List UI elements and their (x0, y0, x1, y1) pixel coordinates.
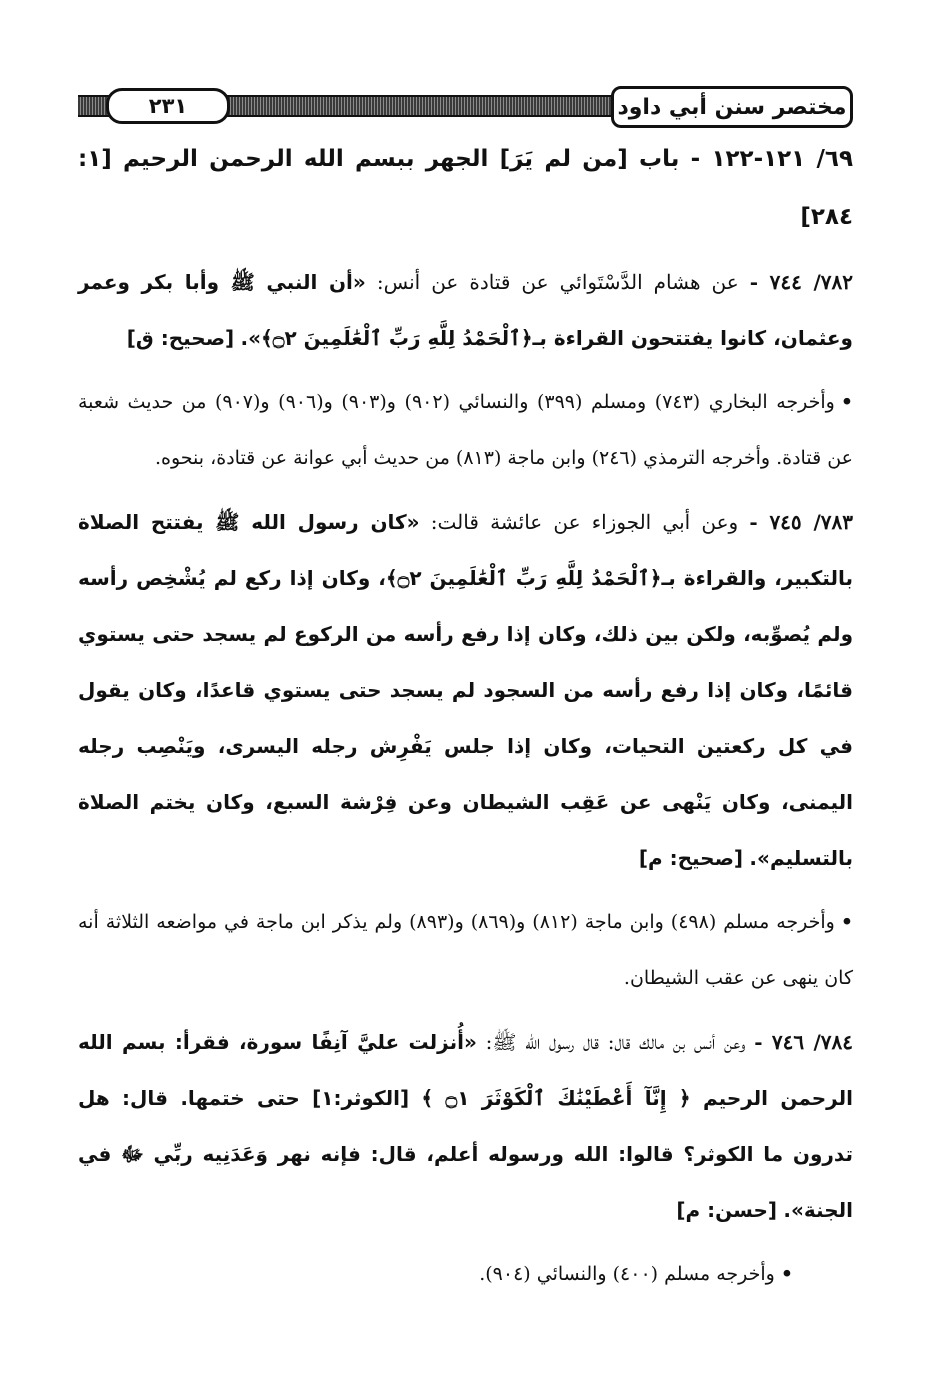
page-header (78, 92, 853, 122)
takhrij-note (78, 1246, 853, 1302)
book-title: مختصر سنن أبي داود (611, 86, 853, 128)
hadith-grade: [حسن: م] (676, 1198, 778, 1222)
page-body (78, 130, 853, 1302)
takhrij-text: وأخرجه البخاري (٧٤٣) ومسلم (٣٩٩) والنسائي (٩٠٢) و(٩٠٣) و(٩٠٦) و(٩٠٧) من حديث شعبة عن قتادة. وأخرجه الترمذي (٢٤٦) وابن ماجة (٨١٣) من حديث أبي عوانة عن قتادة، بنحوه. (78, 391, 853, 469)
hadith-isnad: وعن أبي الجوزاء عن عائشة قالت: (430, 510, 739, 534)
bullet-icon: • (840, 911, 853, 933)
bullet-icon: • (780, 1263, 793, 1285)
hadith-783 (78, 494, 853, 886)
page-number: ٢٣١ (106, 88, 230, 124)
hadith-matn: «أُنزلت عليَّ آنِفًا سورة، فقرأ: بسم الله الرحمن الرحيم ﴿ إِنَّآ أَعْطَيْنَٰكَ ٱلْكَوْثَرَ ۝١ ﴾ [الكوثر:١] حتى ختمها. قال: هل تدرون ما الكوثر؟ قالوا: الله ورسوله أعلم، قال: فإنه نهر وَعَدَنِيه ربِّي ﷻ في الجنة». (78, 1030, 853, 1222)
takhrij-note (78, 374, 853, 486)
hadith-number: ٧٨٢/ ٧٤٤ - (749, 270, 854, 294)
hadith-matn: «أن النبي ﷺ وأبا بكر وعمر وعثمان، كانوا يفتتحون القراءة بـ﴿ٱلْحَمْدُ لِلَّهِ رَبِّ ٱلْعَٰلَمِينَ ۝٢﴾». (78, 270, 853, 350)
takhrij-text: وأخرجه مسلم (٤٩٨) وابن ماجة (٨١٢) و(٨٦٩) و(٨٩٣) ولم يذكر ابن ماجة في مواضعه الثلاثة أنه كان ينهى عن عقب الشيطان. (78, 911, 853, 989)
hadith-grade: [صحيح: ق] (126, 326, 235, 350)
hadith-grade: [صحيح: م] (638, 846, 744, 870)
hadith-number: ٧٨٤/ ٧٤٦ - (754, 1030, 854, 1054)
hadith-isnad: وعن أنس بن مالك قال: قال رسول الله ﷺ: (485, 1030, 746, 1054)
chapter-title: ٦٩/ ١٢١-١٢٢ - باب [من لم يَرَ] الجهر ببسم الله الرحمن الرحيم [١: ٢٨٤] (78, 146, 853, 230)
hadith-782 (78, 254, 853, 366)
hadith-number: ٧٨٣/ ٧٤٥ - (749, 510, 853, 534)
takhrij-text: وأخرجه مسلم (٤٠٠) والنسائي (٩٠٤). (479, 1263, 775, 1285)
takhrij-note (78, 894, 853, 1006)
hadith-784 (78, 1014, 853, 1238)
hadith-isnad: عن هشام الدَّسْتَوائي عن قتادة عن أنس: (376, 270, 739, 294)
bullet-icon: • (840, 391, 853, 413)
hadith-matn: «كان رسول الله ﷺ يفتتح الصلاة بالتكبير، والقراءة بـ﴿ٱلْحَمْدُ لِلَّهِ رَبِّ ٱلْعَٰلَمِينَ ۝٢﴾، وكان إذا ركع لم يُشْخِص رأسه ولم يُصوِّبه، ولكن بين ذلك، وكان إذا رفع رأسه من الركوع لم يسجد حتى يستوي قائمًا، وكان إذا رفع رأسه من السجود لم يسجد حتى يستوي قاعدًا، وكان يقول في كل ركعتين التحيات، وكان إذا جلس يَفْرِش رجله اليسرى، ويَنْصِب رجله اليمنى، وكان يَنْهى عن عَقِب الشيطان وعن فِرْشة السبع، وكان يختم الصلاة بالتسليم». (78, 510, 854, 870)
